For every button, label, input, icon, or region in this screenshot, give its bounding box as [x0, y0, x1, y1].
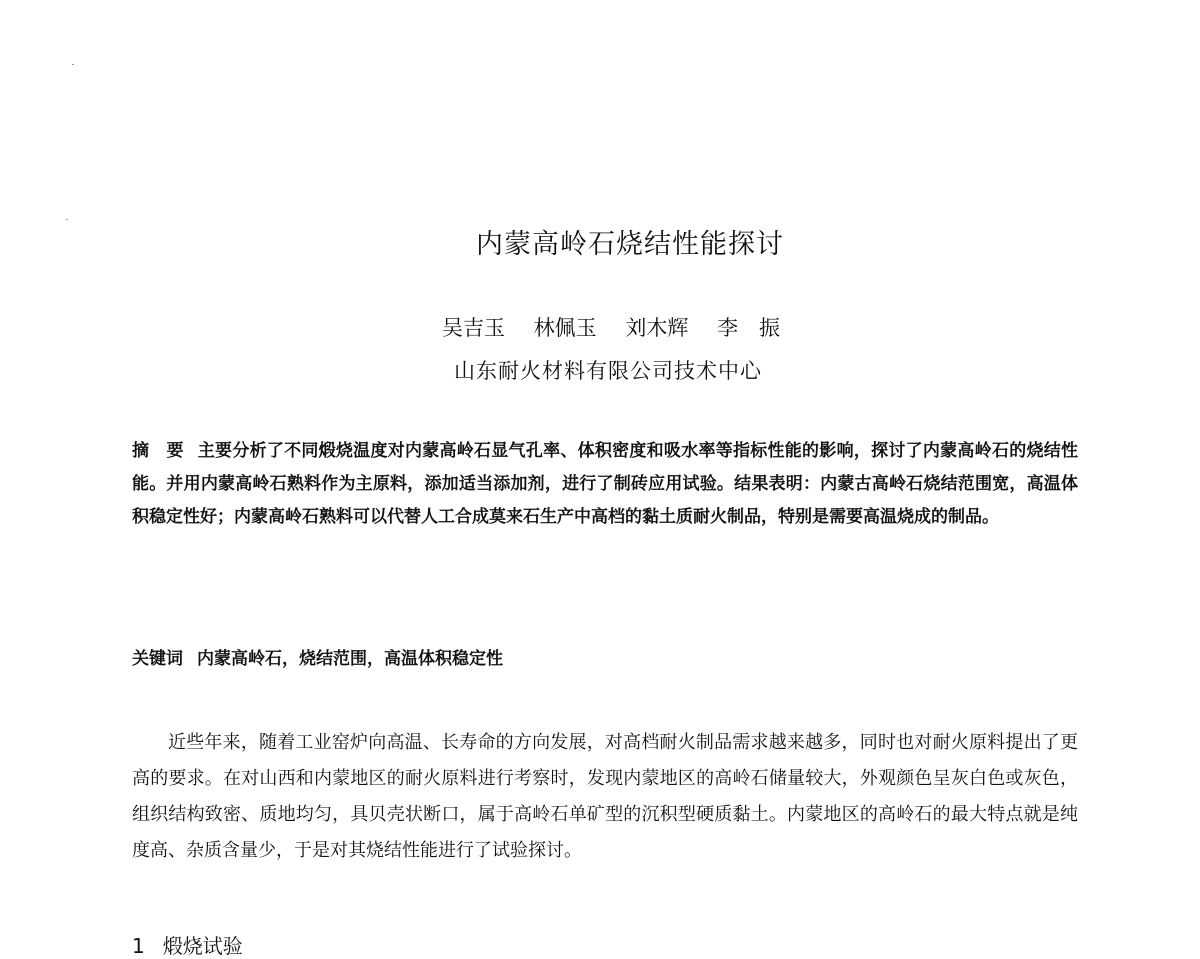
keywords-block	[132, 644, 503, 669]
author-affiliation: 山东耐火材料有限公司技术中心	[454, 359, 762, 383]
author-name: 李 振	[717, 316, 781, 340]
section-heading	[132, 930, 243, 959]
scan-speck	[72, 64, 74, 65]
author-name: 刘木辉	[625, 316, 689, 340]
section-title: 煅烧试验	[162, 934, 243, 958]
abstract-block	[132, 435, 1078, 534]
section-number: 1	[132, 934, 145, 958]
author-name: 吴吉玉	[442, 316, 505, 340]
paper-title: 内蒙高岭石烧结性能探讨	[476, 229, 784, 260]
author-name: 林佩玉	[533, 316, 597, 340]
body-paragraph: 近些年来，随着工业窑炉向高温、长寿命的方向发展，对高档耐火制品需求越来越多，同时也对耐火原料提出了更高的要求。在对山西和内蒙地区的耐火原料进行考察时，发现内蒙地区的高岭石储量较大，外观颜色呈灰白色或灰色，组织结构致密、质地均匀，具贝壳状断口，属于高岭石单矿型的沉积型硬质黏土。内蒙地区的高岭石的最大特点就是纯度高、杂质含量少，于是对其烧结性能进行了试验探讨。	[132, 732, 1078, 861]
abstract-label: 摘 要	[132, 441, 184, 461]
body-text	[132, 725, 1078, 869]
scan-speck	[66, 219, 68, 220]
abstract-text: 主要分析了不同煅烧温度对内蒙高岭石显气孔率、体积密度和吸水率等指标性能的影响，探讨了内蒙高岭石的烧结性能。并用内蒙高岭石熟料作为主原料，添加适当添加剂，进行了制砖应用试验。结果表明：内蒙古高岭石烧结范围宽，高温体积稳定性好；内蒙高岭石熟料可以代替人工合成莫来石生产中高档的黏土质耐火制品，特别是需要高温烧成的制品。	[132, 441, 1079, 527]
keywords-text: 内蒙高岭石，烧结范围，高温体积稳定性	[197, 649, 503, 669]
keywords-label: 关键词	[132, 649, 183, 669]
author-list	[442, 312, 780, 342]
